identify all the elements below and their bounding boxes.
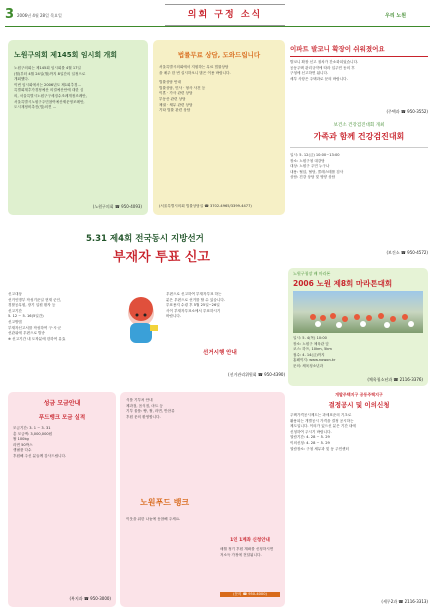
consult-item: 이혼 · 가사 관련 상담 <box>159 91 193 96</box>
marathon-title: 2006 노원 제8회 마라톤대회 <box>293 279 393 288</box>
foodbank-right-title: 1인 1계좌 신청안내 <box>230 538 270 543</box>
marathon-article <box>288 268 428 386</box>
election-contact: (선거관리위원회 ☎ 950-4390) <box>228 372 285 377</box>
foodbank-logo-text: 노원푸드 뱅크 <box>140 498 190 507</box>
marathon-body: 일시: 5. 4(목) 10:00 장소: 노원구 체육관 앞 코스: 하프, 10km, 5km 접수: 4. 14(금)까지 홈페이지: www.nowon.kr 문의: 체육청소년과 <box>293 336 336 368</box>
election-article <box>8 220 285 385</box>
consult-contact: (서울특별시의회 법률상담실 ☎ 3702-4965/3399-4477) <box>159 204 252 209</box>
tax-title: 결정공시 및 이의신청 <box>328 401 390 409</box>
consult-item: 법률상담, 민사 · 형사 사건 등 <box>159 85 206 90</box>
marathon-photo <box>293 291 423 333</box>
header-rule <box>5 26 430 27</box>
consult-intro: 서울특별시의회에서 지원하는 무료 법률상담 을 매주 한 번 실시하오니 많은 이용 바랍니다. <box>159 65 231 75</box>
marathon-contact: (체육청소년과 ☎ 2116-3376) <box>367 377 423 382</box>
election-title: 부재자 투표 신고 <box>113 250 210 265</box>
tax-small: 개발주택지구 공동주택지구 <box>335 392 383 397</box>
foodbank-left: 식품 기부처 안내 제과점, 음식점, 마트 등 기부 물품: 빵, 쌀, 라면, 반찬류 후원 문의 환영합니다. <box>126 398 175 419</box>
balcony-contact: (주택과 ☎ 950-3552) <box>386 109 428 114</box>
election-banner: 5.31 제4회 전국동시 지방선거 <box>86 234 204 244</box>
consult-title: 법률무료 상담, 도와드립니다 <box>177 51 261 59</box>
section-title: 의회 구정 소식 <box>187 10 263 20</box>
issue-info: 2006년 4월 28일 목요일 <box>17 13 62 18</box>
foodbank-article <box>120 392 285 607</box>
tax-body: 주택가격공시제도는 과세표준의 기초로 활용되는 개별공시 가격을 결정 공시하는 제도입니다. 이의가 있으신 분은 기간 내에 신청하여 주시기 바랍니다. 열람기간: 4. 28 ~ 5. 29 이의신청: 4. 28 ~ 5. 29 열람장소: 구청 세무과 및 동 주민센터 <box>290 413 356 451</box>
foodbank-right-contact: (문의 ☎ 950-4000) <box>220 592 280 597</box>
page-header <box>5 4 430 28</box>
donation-article <box>8 392 116 607</box>
council-article <box>8 40 148 215</box>
donation-body: 모금기간: 3. 1 ~ 3. 31 총 모금액: 3,000,000원 쌀 100kg 라면 50박스 생필품 다수 후원해 주신 분들께 감사드립니다. <box>13 426 67 458</box>
consult-list <box>153 78 285 116</box>
tax-article <box>290 392 428 607</box>
consult-item: 채권 · 채무 관련 상담 <box>159 102 193 107</box>
tax-contact: (세무2과 ☎ 2116-3313) <box>381 599 428 604</box>
election-subhead: 선거시행 안내 <box>203 350 237 356</box>
foodbank-logo <box>140 490 210 507</box>
balcony-body: 발코니 확장 신고 절차가 간소화되었습니다. 공동주택 관리규약에 따라 입주민 동의 후 구청에 신고하면 됩니다. 세부 사항은 주택과로 문의 바랍니다. <box>290 60 359 81</box>
consult-item: 기타 법률 관련 상담 <box>159 108 191 113</box>
donation-title: 성금 모금안내 <box>43 400 81 407</box>
health-subtitle: 보건소 건강검진대회 개최 <box>333 123 385 128</box>
balcony-title: 이파트 발코니 확장이 쉬워졌어요 <box>290 40 428 57</box>
balcony-article <box>290 40 428 115</box>
health-article <box>290 122 428 262</box>
council-body: 노원구의회는 제145회 임시회를 4월 17일 (월)부터 4월 24일(월)까지 8일간의 일정으로 개회했다. 이번 임시회에서는 2006년도 제1회추경… 특별회계추가경정예산 의결예산안에 대한 심 의, 서울특별시노원구구세징수조례개정조례안, 서울특별시노원구주민참여예산제운영조례안, 도시재정비촉진(법)의견 ... <box>14 66 87 110</box>
section-banner <box>165 4 285 26</box>
consult-item: 부동산 관련 상담 <box>159 96 186 101</box>
donation-subtitle: 푸드뱅크 모금 실적 <box>38 415 86 421</box>
election-left: 신고대상 선거인명부 작성기준일 현재 군인, 경찰공무원, 장기 입원 환자 등 신고기간 5. 12 ~ 5. 16(5일간) 신고방법 부재자신고서를 작성하여 구·시·군 선관위에 우편으로 발송 ※ 신고기간 내 도착분에 한하여 유효 <box>8 292 66 341</box>
consult-article <box>153 40 285 215</box>
council-contact: (노원구의회 ☎ 950-4093) <box>92 204 142 209</box>
health-title: 가족과 함께 건강검진대회 <box>290 128 428 148</box>
page-number: 3 <box>5 7 15 22</box>
mascot-icon <box>120 295 162 350</box>
health-body: 일시: 5. 12(금) 10:00~13:00 장소: 노원구청 대강당 대상: 노원구 주민 누구나 내용: 혈압, 혈당, 콜레스테롤 검사 상담: 건강 상담 및 영양 상담 <box>290 153 344 180</box>
donation-contact: (복지과 ☎ 950-3000) <box>69 596 111 601</box>
election-right: 우편으로 신고하여 부재자투표 하는 분은 우편으로 선거를 할 수 있습니다. 투표용지 수령 후 5월 25일~26일 사이 부재자투표소에서 투표하시기 바랍니다. <box>166 292 225 319</box>
paper-name: 우리 노원 <box>385 13 407 19</box>
council-title: 노원구의회 제145회 임시회 개회 <box>14 51 118 59</box>
foodbank-right: 매월 정기 후원 계좌를 신청하시면 저소득 가정에 전달됩니다. <box>220 547 274 557</box>
health-contact: (보건소 ☎ 950-4572) <box>386 250 428 255</box>
marathon-small: 노원구청장 배 마라톤 <box>293 271 331 276</box>
consult-item: 법률상담 안내 <box>159 80 181 85</box>
foodbank-bottom: 이웃을 위한 나눔에 동참해 주세요. <box>126 517 181 521</box>
